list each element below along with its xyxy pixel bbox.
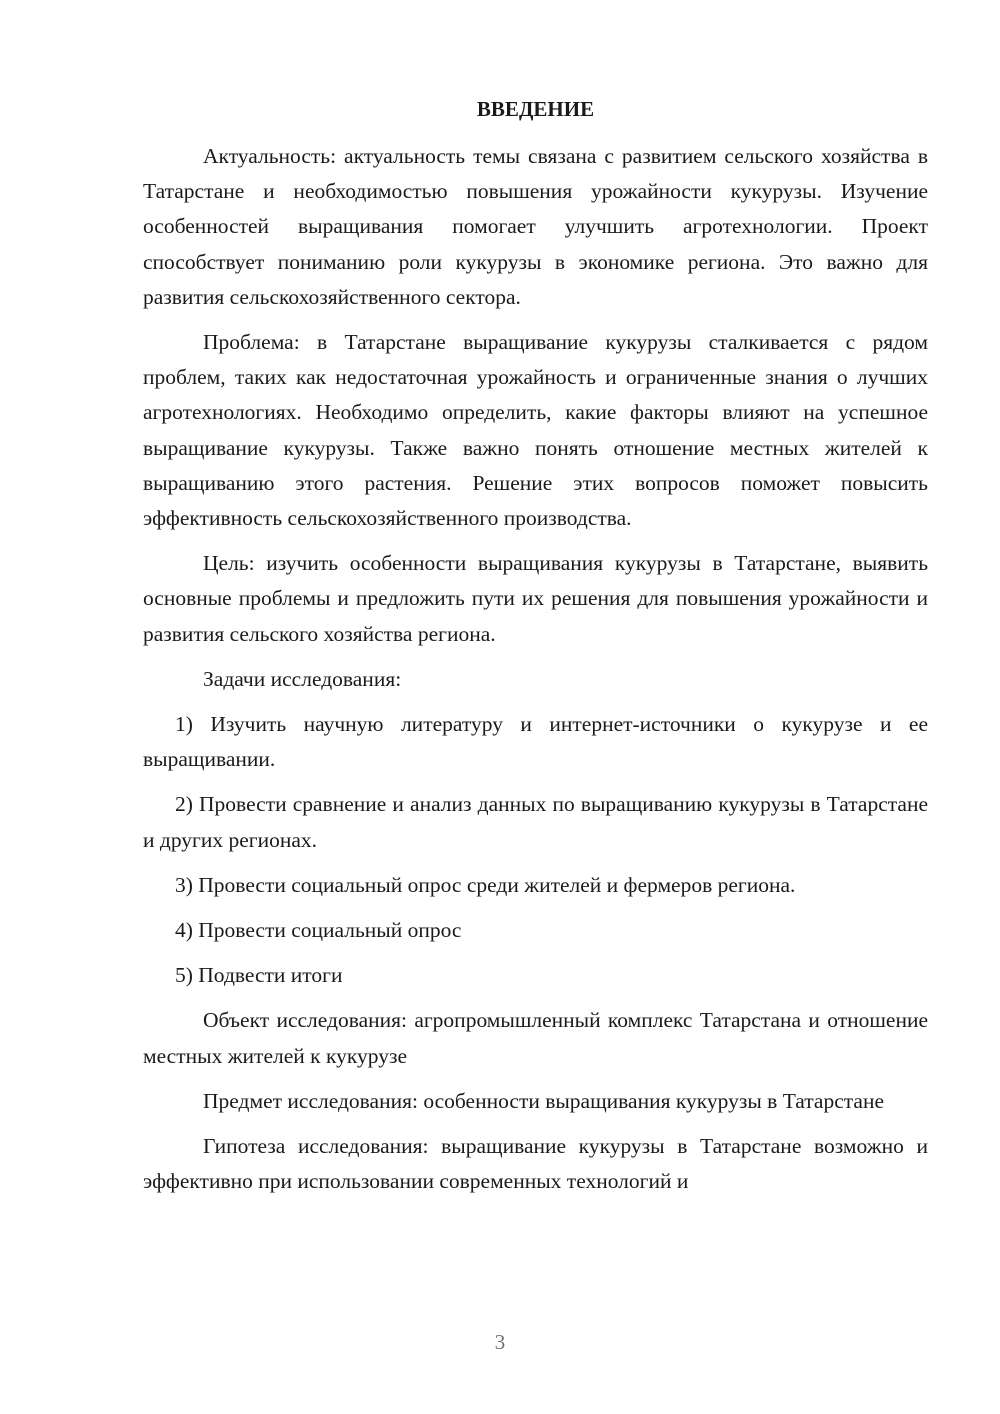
document-page bbox=[143, 92, 928, 1199]
task-item: 4) Провести социальный опрос bbox=[175, 918, 462, 943]
goal-paragraph: Цель: изучить особенности выращивания кукурузы в Татарстане, выявить основные проблемы и предложить пути их решения для повышения урожайности и развития сельского хозяйства региона. bbox=[143, 551, 928, 646]
page-number: 3 bbox=[494, 1330, 506, 1354]
task-item: 5) Подвести итоги bbox=[175, 963, 343, 988]
tasks-list bbox=[143, 707, 928, 993]
problem-paragraph: Проблема: в Татарстане выращивание кукурузы сталкивается с рядом проблем, таких как недостаточная урожайность и ограниченные знания о лучших агротехнологиях. Необходимо определить, какие факторы влияют на успешное выращивание кукурузы. Также важно понять отношение местных жителей к выращиванию этого растения. Решение этих вопросов поможет повысить эффективность сельскохозяйственного производства. bbox=[143, 330, 928, 531]
hypothesis-paragraph: Гипотеза исследования: выращивание кукурузы в Татарстане возможно и эффективно при использовании современных технологий и bbox=[143, 1134, 928, 1194]
task-item: 3) Провести социальный опрос среди жителей и фермеров региона. bbox=[175, 872, 796, 897]
task-item: 1) Изучить научную литературу и интернет-источники о кукурузе и ее выращивании. bbox=[143, 712, 928, 772]
subject-paragraph: Предмет исследования: особенности выращивания кукурузы в Татарстане bbox=[203, 1088, 885, 1113]
task-item: 2) Провести сравнение и анализ данных по выращиванию кукурузы в Татарстане и других регионах. bbox=[143, 792, 928, 852]
tasks-heading: Задачи исследования: bbox=[203, 666, 402, 691]
relevance-paragraph: Актуальность: актуальность темы связана с развитием сельского хозяйства в Татарстане и необходимостью повышения урожайности кукурузы. Изучение особенностей выращивания помогает улучшить агротехнологии. Проект способствует пониманию роли кукурузы в экономике региона. Это важно для развития сельскохозяйственного сектора. bbox=[143, 144, 928, 309]
object-paragraph: Объект исследования: агропромышленный комплекс Татарстана и отношение местных жителей к кукурузе bbox=[143, 1008, 928, 1068]
section-title: ВВЕДЕНИЕ bbox=[476, 97, 595, 121]
